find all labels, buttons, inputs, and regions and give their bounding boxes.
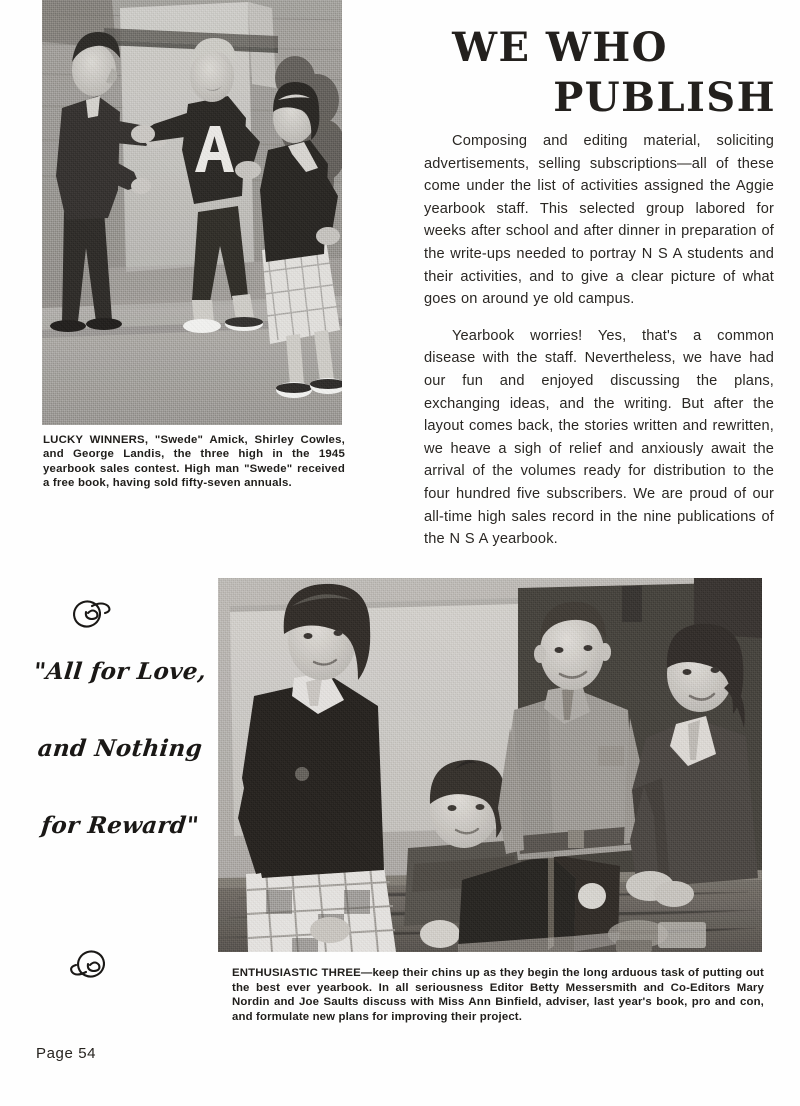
page-title-line-1: WE WHO [452, 24, 668, 71]
caption-lucky-winners-lead: LUCKY WINNERS, [43, 434, 149, 446]
pullquote [30, 660, 210, 837]
page-number: Page 54 [36, 1045, 97, 1062]
page-title [400, 24, 778, 121]
article-body [424, 130, 774, 551]
swirl-flourish-mirrored-icon [0, 948, 180, 987]
caption-lucky-winners [43, 433, 345, 491]
caption-enthusiastic-three-body: keep their chins up as they begin the long arduous task of putting out the best ever yearbook. In all seriousness Editor Betty Messersmith and Co-Editors Mary Nordin and Joe Saults discuss with Miss Ann Binfield, adviser, last year's book, pro and con, and formulate new plans for improving their project. [232, 967, 764, 1023]
swirl-flourish-icon [0, 596, 180, 635]
caption-lucky-winners-body: "Swede" Amick, Shirley Cowles, and George Landis, the three high in the 1945 yearbook sales contest. High man "Swede" received a free book, having sold fifty-seven annuals. [43, 434, 345, 490]
pullquote-line-1: "All for Love, [32, 658, 208, 685]
photo-lucky-winners [42, 0, 342, 425]
pullquote-line-3: for Reward" [39, 812, 201, 839]
caption-enthusiastic-three [232, 966, 764, 1024]
page-title-line-2: PUBLISH [553, 74, 776, 121]
article-paragraph-1: Composing and editing material, soliciting advertisements, selling subscriptions—all of these come under the list of activities assigned the Aggie yearbook staff. This selected group labored for weeks after school and after dinner in preparation of the write-ups needed to portray N S A students and their activities, and to give a clear picture of what goes on around ye old campus. [424, 133, 774, 308]
photo-lucky-winners-image [42, 0, 342, 425]
pullquote-line-2: and Nothing [36, 735, 204, 762]
photo-enthusiastic-three-image [218, 578, 762, 952]
article-paragraph-2: Yearbook worries! Yes, that's a common disease with the staff. Nevertheless, we have had our fun and enjoyed discussing the plans, exchanging ideas, and the writing. But after the layout comes back, the stories written and rewritten, we heave a sigh of relief and anxiously await the arrival of the volumes ready for distribution to the four hundred five subscribers. We are proud of our all-time high sales record in the nine publications of the N S A yearbook. [424, 327, 774, 548]
photo-enthusiastic-three [218, 578, 762, 952]
caption-enthusiastic-three-lead: ENTHUSIASTIC THREE— [232, 967, 373, 979]
